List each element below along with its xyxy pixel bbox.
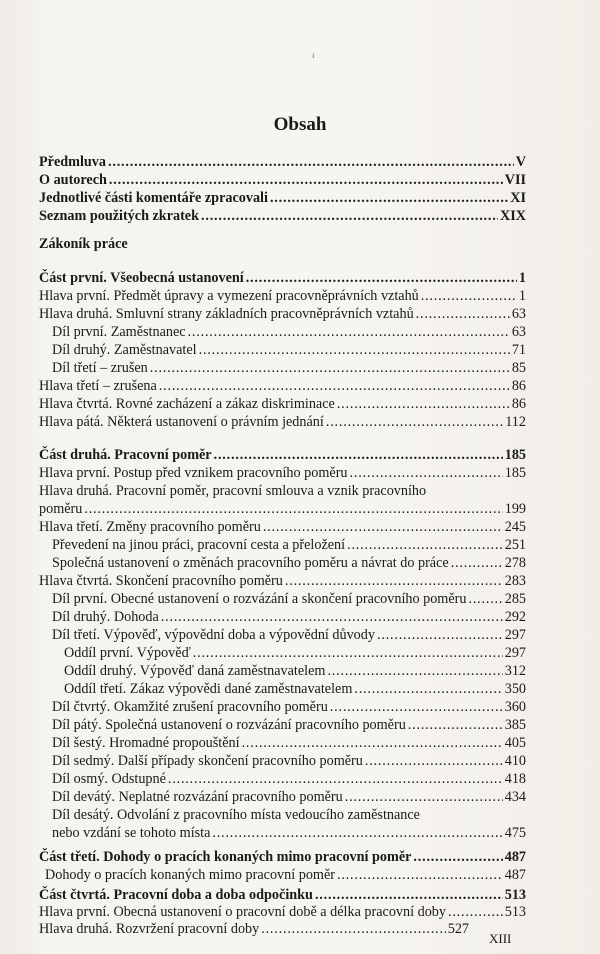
toc-entry: Společná ustanovení o změnách pracovního poměru a návrat do práce ..... 278 — [52, 554, 526, 572]
toc-part-heading: Část druhá. Pracovní poměr ..... 185 — [39, 446, 526, 464]
toc-entry: Díl pátý. Společná ustanovení o rozvázání pracovního poměru ..... 385 — [52, 716, 526, 734]
toc-entry: nebo vzdání se tohoto místa ..... 475 — [52, 824, 526, 842]
toc-entry: Dohody o pracích konaných mimo pracovní poměr ..... 487 — [45, 866, 526, 884]
toc-entry-front: Seznam použitých zkratek ..... XIX — [39, 207, 526, 225]
toc-entry: Převedení na jinou práci, pracovní cesta a přeložení ..... 251 — [52, 536, 526, 554]
toc-entry: Hlava druhá. Smluvní strany základních pracovněprávních vztahů ..... 63 — [39, 305, 526, 323]
toc-part-heading: Část třetí. Dohody o pracích konaných mimo pracovní poměr ..... 487 — [39, 848, 526, 866]
toc-entry: poměru ..... 199 — [39, 500, 526, 518]
toc-part-heading: Část první. Všeobecná ustanovení ..... 1 — [39, 269, 526, 287]
toc-entry: Hlava čtvrtá. Rovné zacházení a zákaz diskriminace ..... 86 — [39, 395, 526, 413]
toc-entry: Díl sedmý. Další případy skončení pracovního poměru ..... 410 — [52, 752, 526, 770]
toc-entry: Hlava třetí – zrušena ..... 86 — [39, 377, 526, 395]
toc-entry: Hlava čtvrtá. Skončení pracovního poměru ..... 283 — [39, 572, 526, 590]
top-mark: ı — [312, 50, 315, 60]
toc-part-heading: Část čtvrtá. Pracovní doba a doba odpočinku ..... 513 — [39, 886, 526, 904]
toc-entry: Díl první. Zaměstnanec ..... 63 — [52, 323, 526, 341]
toc-entry: Hlava pátá. Některá ustanovení o právním jednání ..... 112 — [39, 413, 526, 431]
toc-entry: Díl šestý. Hromadné propouštění ..... 405 — [52, 734, 526, 752]
toc-entry: Hlava třetí. Změny pracovního poměru ..... 245 — [39, 518, 526, 536]
toc-entry: Hlava první. Postup před vznikem pracovního poměru ..... 185 — [39, 464, 526, 482]
toc-entry: Díl druhý. Dohoda ..... 292 — [52, 608, 526, 626]
toc-entry: Hlava druhá. Rozvržení pracovní doby ..... 527 — [39, 920, 469, 938]
toc-entry: Díl první. Obecné ustanovení o rozvázání a skončení pracovního poměru ..... 285 — [52, 590, 526, 608]
toc-entry: Hlava druhá. Pracovní poměr, pracovní smlouva a vznik pracovního — [39, 483, 427, 499]
toc-entry: Díl čtvrtý. Okamžité zrušení pracovního poměru ..... 360 — [52, 698, 526, 716]
toc-entry: Díl druhý. Zaměstnavatel ..... 71 — [52, 341, 526, 359]
toc-entry: Hlava první. Předmět úpravy a vymezení pracovněprávních vztahů ..... 1 — [39, 287, 526, 305]
toc-entry-front: Jednotlivé části komentáře zpracovali ..... XI — [39, 189, 526, 207]
toc-entry: Díl desátý. Odvolání z pracovního místa vedoucího zaměstnance — [52, 807, 420, 823]
toc-entry-front: Předmluva ..... V — [39, 153, 526, 171]
toc-entry-front: O autorech ..... VII — [39, 171, 526, 189]
toc-entry: Díl osmý. Odstupné ..... 418 — [52, 770, 526, 788]
toc-entry: Oddíl druhý. Výpověď daná zaměstnavatelem ..... 312 — [64, 662, 526, 680]
toc-entry: Hlava první. Obecná ustanovení o pracovní době a délka pracovní doby ..... 513 — [39, 903, 526, 921]
toc-entry: Díl třetí – zrušen ..... 85 — [52, 359, 526, 377]
toc-entry: Oddíl první. Výpověď ..... 297 — [64, 644, 526, 662]
toc-entry: Oddíl třetí. Zákaz výpovědi dané zaměstnavatelem ..... 350 — [64, 680, 526, 698]
toc-entry: Díl devátý. Neplatné rozvázání pracovního poměru ..... 434 — [52, 788, 526, 806]
page-number: XIII — [489, 931, 512, 946]
toc-entry: Díl třetí. Výpověď, výpovědní doba a výpovědní důvody ..... 297 — [52, 626, 526, 644]
law-title: Zákoník práce — [39, 236, 128, 252]
page-title: Obsah — [273, 114, 327, 135]
